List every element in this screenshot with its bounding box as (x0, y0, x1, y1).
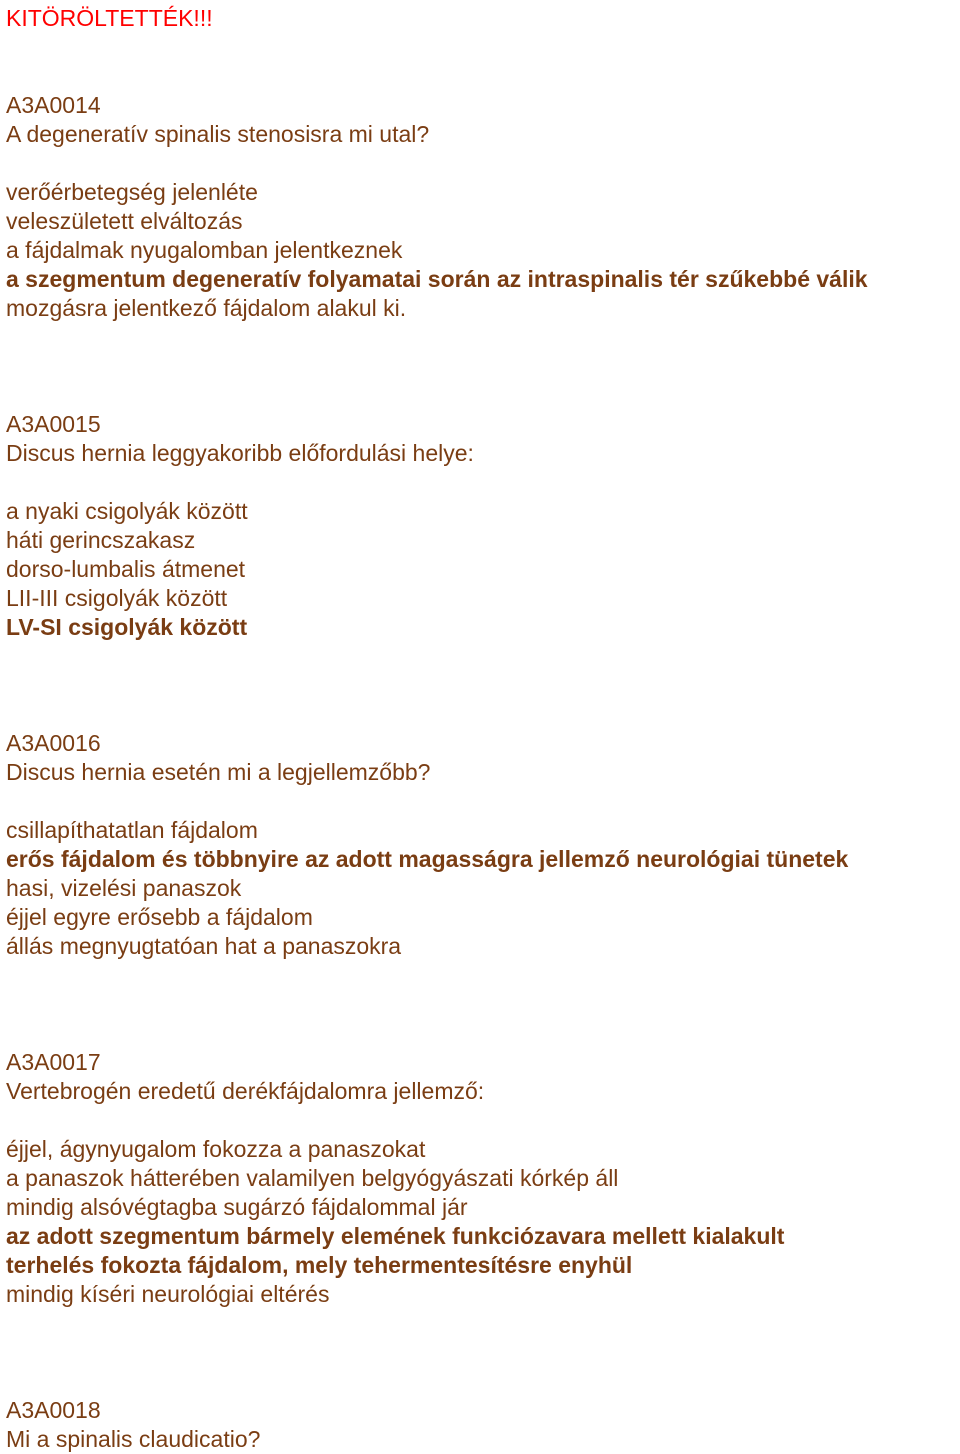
answer-option: a panaszok hátterében valamilyen belgyógyászati kórkép áll (6, 1165, 619, 1191)
document-body (6, 4, 956, 1454)
answer-option: éjjel egyre erősebb a fájdalom (6, 904, 313, 930)
answer-option-correct: LV-SI csigolyák között (6, 614, 248, 640)
question-text: Discus hernia leggyakoribb előfordulási helye: (6, 440, 474, 466)
answer-option: dorso-lumbalis átmenet (6, 556, 246, 582)
answer-option: veleszületett elváltozás (6, 208, 243, 234)
question-block (6, 1396, 956, 1454)
spacer (6, 1106, 956, 1135)
answer-option: háti gerincszakasz (6, 527, 196, 553)
answer-option: a fájdalmak nyugalomban jelentkeznek (6, 237, 403, 263)
question-text: A degeneratív spinalis stenosisra mi utal? (6, 121, 430, 147)
spacer (6, 1309, 956, 1396)
answer-option-correct: az adott szegmentum bármely elemének funkciózavara mellett kialakult (6, 1223, 785, 1249)
answer-option: mindig alsóvégtagba sugárzó fájdalommal jár (6, 1194, 468, 1220)
answer-option-correct: a szegmentum degeneratív folyamatai során az intraspinalis tér szűkebbé válik (6, 266, 868, 292)
deleted-notice: KITÖRÖLTETTÉK!!! (6, 5, 213, 31)
question-block (6, 91, 956, 323)
question-block (6, 1048, 956, 1309)
spacer (6, 149, 956, 178)
answer-option: éjjel, ágynyugalom fokozza a panaszokat (6, 1136, 426, 1162)
answer-option: mindig kíséri neurológiai eltérés (6, 1281, 330, 1307)
question-code: A3A0017 (6, 1049, 101, 1075)
question-code: A3A0018 (6, 1397, 101, 1423)
spacer (6, 787, 956, 816)
answer-option: a nyaki csigolyák között (6, 498, 248, 524)
question-code: A3A0016 (6, 730, 101, 756)
spacer (6, 961, 956, 1048)
spacer (6, 468, 956, 497)
spacer (6, 33, 956, 91)
question-text: Discus hernia esetén mi a legjellemzőbb? (6, 759, 431, 785)
answer-option-correct: erős fájdalom és többnyire az adott magasságra jellemző neurológiai tünetek (6, 846, 849, 872)
spacer (6, 323, 956, 410)
question-text: Vertebrogén eredetű derékfájdalomra jellemző: (6, 1078, 485, 1104)
question-block (6, 729, 956, 961)
answer-option: mozgásra jelentkező fájdalom alakul ki. (6, 295, 407, 321)
answer-option: LII-III csigolyák között (6, 585, 228, 611)
question-code: A3A0015 (6, 411, 101, 437)
question-code: A3A0014 (6, 92, 101, 118)
question-text: Mi a spinalis claudicatio? (6, 1426, 261, 1452)
spacer (6, 642, 956, 729)
answer-option: állás megnyugtatóan hat a panaszokra (6, 933, 402, 959)
answer-option: hasi, vizelési panaszok (6, 875, 242, 901)
question-block (6, 410, 956, 642)
answer-option: verőérbetegség jelenléte (6, 179, 258, 205)
answer-option: csillapíthatatlan fájdalom (6, 817, 258, 843)
answer-option-correct: terhelés fokozta fájdalom, mely tehermentesítésre enyhül (6, 1252, 633, 1278)
